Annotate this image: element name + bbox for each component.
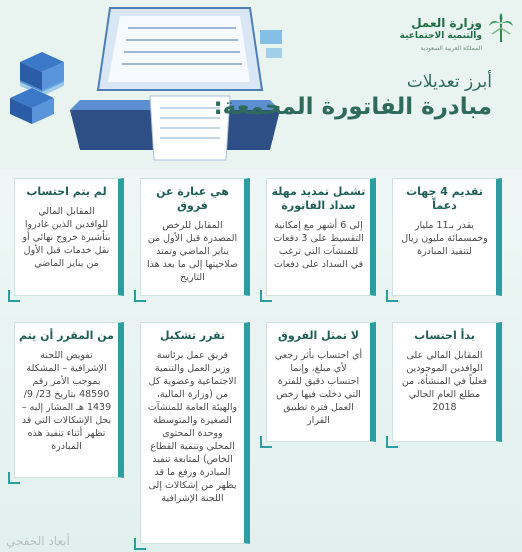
card-heading: لا تمثل الفروق bbox=[278, 329, 359, 342]
page-title: مبادرة الفاتورة المجمعة: bbox=[213, 94, 492, 120]
corner-bracket bbox=[134, 290, 146, 302]
card-text: المقابل للرخص المصدرة قبل الأول من يناير الماضي وتمتد صلاحيتها إلى ما بعد هذا التاريخ bbox=[147, 220, 238, 283]
invoice-illustration bbox=[0, 0, 300, 175]
info-card bbox=[392, 178, 502, 296]
cube-icon bbox=[20, 52, 64, 96]
corner-bracket bbox=[134, 538, 146, 550]
org-name-line1: وزارة العمل bbox=[411, 16, 482, 30]
org-name-line2: والتنمية الاجتماعية bbox=[399, 31, 482, 41]
info-card bbox=[266, 322, 376, 442]
card-heading: لم يتم احتساب bbox=[26, 185, 107, 198]
page-subtitle: أبرز تعديلات bbox=[406, 72, 492, 92]
card-heading: تقديم 4 جهات دعماً bbox=[406, 185, 483, 212]
watermark: أبعاد الخفجي bbox=[6, 534, 70, 548]
info-card bbox=[266, 178, 376, 296]
corner-bracket bbox=[8, 290, 20, 302]
info-card bbox=[392, 322, 502, 442]
card-heading: تقرر تشكيل bbox=[159, 329, 226, 342]
card-text: المقابل المالي للوافدين الذين غادروا بتأشيرة خروج نهائي أو نقل خدمات قبل الأول من يناير الماضي bbox=[22, 206, 111, 269]
org-name-line3: المملكة العربية السعودية bbox=[420, 45, 482, 52]
ministry-logo bbox=[364, 12, 514, 62]
card-heading: تشمل تمديد مهلة سداد الفاتورة bbox=[271, 185, 366, 212]
card-heading: هي عبارة عن فروق bbox=[156, 185, 229, 212]
card-heading: من المقرر أن يتم bbox=[19, 329, 114, 342]
card-text: إلى 6 أشهر مع إمكانية التقسيط على 3 دفعات للمنشآت التي ترغب في السداد على دفعات bbox=[273, 220, 364, 270]
info-card bbox=[140, 178, 250, 296]
corner-bracket bbox=[260, 436, 272, 448]
card-text: أي احتساب بأثر رجعي لأي مبلغ، وإنما احتساب دقيق للفترة التي دخلت فيها رخص العمل فترة تطبيق القرار bbox=[274, 350, 363, 426]
card-text: تفويض اللجنة الإشرافية – المشكلة بموجب الأمر رقم 48590 بتاريخ 23/ 9/ 1439 هـ المشار إليه – بحل الإشكالات التي قد تظهر أثناء تنفيذ هذه المبادرة bbox=[21, 350, 112, 452]
card-heading: بدأ احتساب bbox=[414, 329, 475, 342]
corner-bracket bbox=[386, 436, 398, 448]
corner-bracket bbox=[8, 472, 20, 484]
info-card bbox=[14, 322, 124, 478]
corner-bracket bbox=[260, 290, 272, 302]
corner-bracket bbox=[386, 290, 398, 302]
info-card bbox=[14, 178, 124, 296]
card-text: المقابل المالي على الوافدين الموجودين فعلياً في المنشأة، من مطلع العام الحالي 2018 bbox=[401, 350, 488, 413]
card-text: يقدر بـ11 مليار وخمسمائة مليون ريال لتنفيذ المبادرة bbox=[401, 220, 488, 257]
info-card bbox=[140, 322, 250, 544]
palm-emblem-icon bbox=[488, 12, 514, 42]
card-text: فريق عمل برئاسة وزير العمل والتنمية الاجتماعية وعضوية كل من (وزارة المالية، والهيئة العامة للمنشآت الصغيرة والمتوسطة ووحدة المحتوى المحلي وتنمية القطاع الخاص) لمتابعة تنفيذ المبادرة ورفع ما قد يظهر من إشكالات إلى اللجنة الإشرافية bbox=[147, 350, 238, 504]
